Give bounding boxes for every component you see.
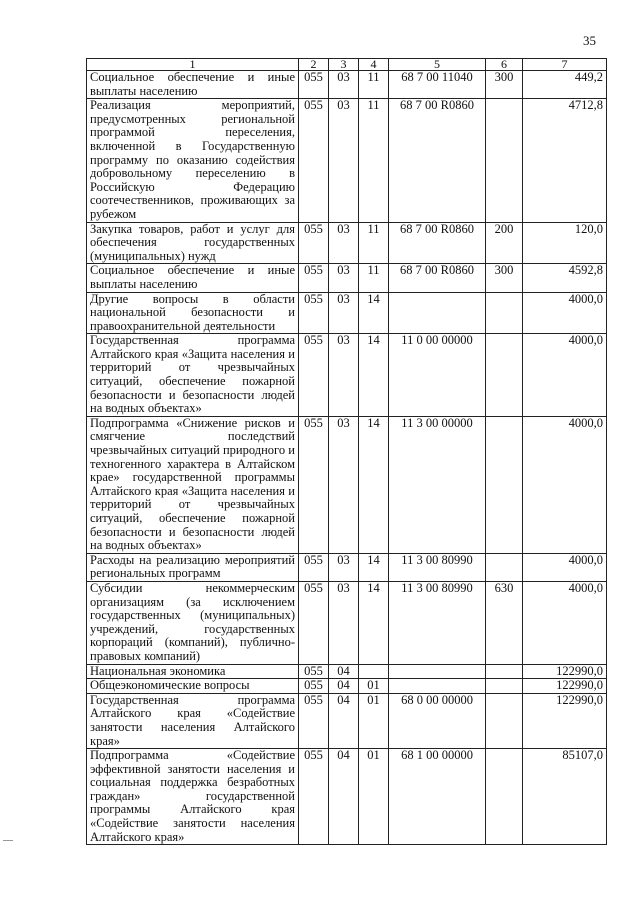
cell-name: Государственная программа Алтайского края «Содействие занятости населения Алтайского края» <box>87 693 299 748</box>
cell-amount: 449,2 <box>523 71 607 99</box>
cell-amount: 4712,8 <box>523 99 607 222</box>
cell-amount: 122990,0 <box>523 679 607 694</box>
cell-amount: 4000,0 <box>523 416 607 553</box>
cell-expense-type <box>486 693 523 748</box>
cell-target-article: 11 3 00 80990 <box>389 553 486 581</box>
table-body <box>87 71 607 845</box>
cell-grbs: 055 <box>299 71 329 99</box>
cell-subsection: 11 <box>359 71 389 99</box>
budget-table <box>86 58 607 845</box>
cell-grbs: 055 <box>299 222 329 264</box>
cell-subsection: 11 <box>359 264 389 292</box>
table-row <box>87 664 607 679</box>
cell-name: Расходы на реализацию мероприятий региональных программ <box>87 553 299 581</box>
cell-target-article <box>389 292 486 334</box>
table-row <box>87 71 607 99</box>
cell-target-article: 11 0 00 00000 <box>389 334 486 417</box>
cell-subsection: 11 <box>359 99 389 222</box>
cell-section: 03 <box>329 292 359 334</box>
table-header-row <box>87 59 607 71</box>
margin-mark <box>3 840 13 841</box>
cell-grbs: 055 <box>299 581 329 664</box>
cell-amount: 85107,0 <box>523 749 607 845</box>
column-header: 3 <box>329 59 359 71</box>
cell-name: Общеэкономические вопросы <box>87 679 299 694</box>
column-header: 1 <box>87 59 299 71</box>
cell-name: Социальное обеспечение и иные выплаты населению <box>87 71 299 99</box>
cell-subsection: 14 <box>359 553 389 581</box>
cell-grbs: 055 <box>299 553 329 581</box>
cell-section: 03 <box>329 99 359 222</box>
cell-target-article <box>389 664 486 679</box>
cell-subsection: 14 <box>359 334 389 417</box>
cell-section: 03 <box>329 264 359 292</box>
cell-expense-type <box>486 416 523 553</box>
cell-amount: 4000,0 <box>523 292 607 334</box>
table-row <box>87 749 607 845</box>
cell-subsection: 14 <box>359 292 389 334</box>
cell-name: Другие вопросы в области национальной безопасности и правоохранительной деятельности <box>87 292 299 334</box>
cell-grbs: 055 <box>299 292 329 334</box>
cell-grbs: 055 <box>299 264 329 292</box>
cell-subsection: 14 <box>359 581 389 664</box>
cell-section: 03 <box>329 581 359 664</box>
cell-amount: 120,0 <box>523 222 607 264</box>
column-header: 5 <box>389 59 486 71</box>
cell-expense-type <box>486 664 523 679</box>
cell-target-article: 11 3 00 80990 <box>389 581 486 664</box>
cell-subsection: 01 <box>359 749 389 845</box>
cell-grbs: 055 <box>299 679 329 694</box>
cell-section: 03 <box>329 334 359 417</box>
cell-expense-type <box>486 679 523 694</box>
cell-name: Социальное обеспечение и иные выплаты населению <box>87 264 299 292</box>
cell-section: 03 <box>329 553 359 581</box>
cell-subsection: 01 <box>359 679 389 694</box>
cell-target-article: 68 7 00 R0860 <box>389 99 486 222</box>
cell-section: 04 <box>329 693 359 748</box>
cell-target-article: 11 3 00 00000 <box>389 416 486 553</box>
cell-expense-type <box>486 292 523 334</box>
cell-amount: 122990,0 <box>523 693 607 748</box>
cell-grbs: 055 <box>299 664 329 679</box>
column-header: 7 <box>523 59 607 71</box>
cell-section: 04 <box>329 749 359 845</box>
cell-expense-type: 300 <box>486 264 523 292</box>
table-row <box>87 416 607 553</box>
cell-section: 04 <box>329 679 359 694</box>
cell-subsection: 11 <box>359 222 389 264</box>
cell-expense-type <box>486 334 523 417</box>
cell-grbs: 055 <box>299 416 329 553</box>
cell-expense-type: 300 <box>486 71 523 99</box>
column-header: 4 <box>359 59 389 71</box>
cell-amount: 4000,0 <box>523 334 607 417</box>
table-row <box>87 693 607 748</box>
cell-target-article <box>389 679 486 694</box>
cell-section: 04 <box>329 664 359 679</box>
cell-amount: 4000,0 <box>523 553 607 581</box>
cell-grbs: 055 <box>299 99 329 222</box>
table-row <box>87 679 607 694</box>
cell-grbs: 055 <box>299 334 329 417</box>
cell-name: Закупка товаров, работ и услуг для обеспечения государственных (муниципальных) нужд <box>87 222 299 264</box>
cell-expense-type <box>486 99 523 222</box>
table-row <box>87 222 607 264</box>
cell-amount: 122990,0 <box>523 664 607 679</box>
cell-section: 03 <box>329 222 359 264</box>
cell-expense-type <box>486 749 523 845</box>
table-row <box>87 334 607 417</box>
cell-grbs: 055 <box>299 693 329 748</box>
cell-expense-type <box>486 553 523 581</box>
cell-amount: 4592,8 <box>523 264 607 292</box>
page-number: 35 <box>583 33 596 48</box>
cell-name: Реализация мероприятий, предусмотренных региональной программой переселения, включенной в Государственную программу по оказанию содействия добровольному переселению в Российскую Федерацию соотечественников, проживающих за рубежом <box>87 99 299 222</box>
column-header: 6 <box>486 59 523 71</box>
cell-subsection: 01 <box>359 693 389 748</box>
table-row <box>87 292 607 334</box>
cell-target-article: 68 7 00 11040 <box>389 71 486 99</box>
cell-expense-type: 200 <box>486 222 523 264</box>
cell-subsection: 14 <box>359 416 389 553</box>
cell-section: 03 <box>329 71 359 99</box>
cell-expense-type: 630 <box>486 581 523 664</box>
table-row <box>87 581 607 664</box>
cell-name: Подпрограмма «Снижение рисков и смягчение последствий чрезвычайных ситуаций природного и техногенного характера в Алтайском крае» государственной программы Алтайского края «Защита населения и территорий от чрезвычайных ситуаций, обеспечение пожарной безопасности и безопасности людей на водных объектах» <box>87 416 299 553</box>
cell-name: Субсидии некоммерческим организациям (за исключением государственных (муниципальных) учреждений, государственных корпораций (компаний), публично-правовых компаний) <box>87 581 299 664</box>
cell-name: Подпрограмма «Содействие эффективной занятости населения и социальная поддержка безработных граждан» государственной программы Алтайского края «Содействие занятости населения Алтайского края» <box>87 749 299 845</box>
cell-subsection <box>359 664 389 679</box>
cell-target-article: 68 7 00 R0860 <box>389 222 486 264</box>
table-row <box>87 99 607 222</box>
cell-amount: 4000,0 <box>523 581 607 664</box>
column-header: 2 <box>299 59 329 71</box>
table-row <box>87 264 607 292</box>
cell-name: Государственная программа Алтайского края «Защита населения и территорий от чрезвычайных ситуаций, обеспечение пожарной безопасности и безопасности людей на водных объектах» <box>87 334 299 417</box>
cell-grbs: 055 <box>299 749 329 845</box>
cell-name: Национальная экономика <box>87 664 299 679</box>
cell-target-article: 68 7 00 R0860 <box>389 264 486 292</box>
cell-target-article: 68 0 00 00000 <box>389 693 486 748</box>
cell-section: 03 <box>329 416 359 553</box>
table-row <box>87 553 607 581</box>
cell-target-article: 68 1 00 00000 <box>389 749 486 845</box>
